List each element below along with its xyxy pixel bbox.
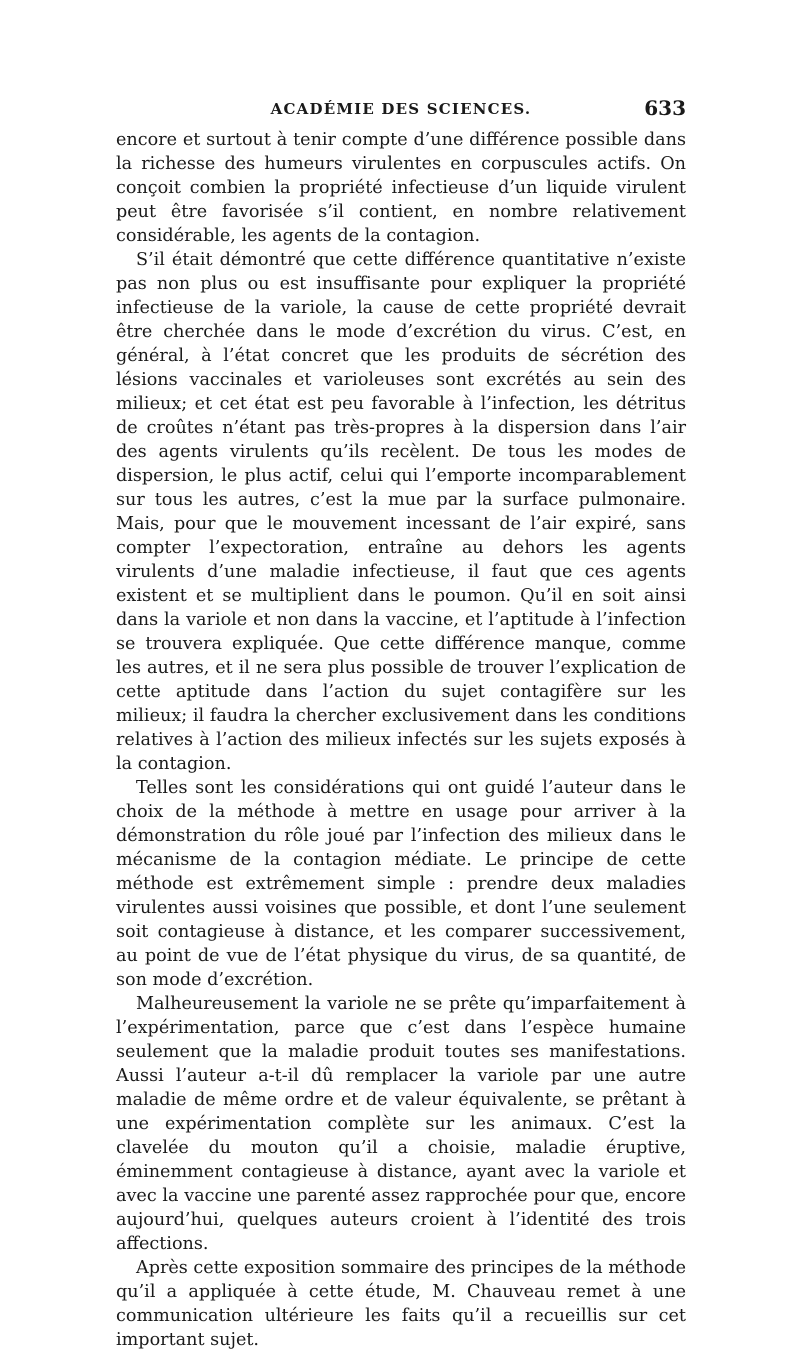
paragraph-3: Telles sont les considérations qui ont guidé l’auteur dans le choix de la méthode à mettre en usage pour arriver à la démonstration du rôle joué par l’infection des milieux dans le mécanisme de la contagion médiate. Le principe de cette méthode est extrêmement simple : prendre deux maladies virulentes aussi voisines que possible, et dont l’une seulement soit contagieuse à distance, et les comparer successivement, au point de vue de l’état physique du virus, de sa quantité, de son mode d’excrétion. — [116, 778, 686, 990]
paragraph-1: encore et surtout à tenir compte d’une différence possible dans la richesse des humeurs virulentes en corpuscules actifs. On conçoit combien la propriété infectieuse d’un liquide virulent peut être favorisée s’il contient, en nombre relativement considérable, les agents de la contagion. — [116, 130, 686, 246]
paragraph-2: S’il était démontré que cette différence quantitative n’existe pas non plus ou est insuffisante pour expliquer la propriété infectieuse de la variole, la cause de cette propriété devrait être cherchée dans le mode d’excrétion du virus. C’est, en général, à l’état concret que les produits de sécrétion des lésions vaccinales et varioleuses sont excrétés au sein des milieux; et cet état est peu favorable à l’infection, les détritus de croûtes n’étant pas très-propres à la dispersion dans l’air des agents virulents qu’ils recèlent. De tous les modes de dispersion, le plus actif, celui qui l’emporte incomparablement sur tous les autres, c’est la mue par la surface pulmonaire. Mais, pour que le mouvement incessant de l’air expiré, sans compter l’expectoration, entraîne au dehors les agents virulents d’une maladie infectieuse, il faut que ces agents existent et se multiplient dans le poumon. Qu’il en soit ainsi dans la variole et non dans la vaccine, et l’aptitude à l’infection se trouvera expliquée. Que cette différence manque, comme les autres, et il ne sera plus possible de trouver l’explication de cette aptitude dans l’action du sujet contagifère sur les milieux; il faudra la chercher exclusivement dans les conditions relatives à l’action des milieux infectés sur les sujets exposés à la contagion. — [116, 250, 686, 774]
page-number: 633 — [644, 96, 686, 120]
running-head — [116, 96, 686, 120]
running-title: ACADÉMIE DES SCIENCES. — [270, 100, 532, 118]
paragraph-4: Malheureusement la variole ne se prête qu’imparfaitement à l’expérimentation, parce que c’est dans l’espèce humaine seulement que la maladie produit toutes ses manifestations. Aussi l’auteur a-t-il dû remplacer la variole par une autre maladie de même ordre et de valeur équivalente, se prêtant à une expérimentation complète sur les animaux. C’est la clavelée du mouton qu’il a choisie, maladie éruptive, éminemment contagieuse à distance, ayant avec la variole et avec la vaccine une parenté assez rapprochée pour que, encore aujourd’hui, quelques auteurs croient à l’identité des trois affections. — [116, 994, 686, 1254]
body-text — [116, 128, 686, 1352]
paragraph-5: Après cette exposition sommaire des principes de la méthode qu’il a appliquée à cette étude, M. Chauveau remet à une communication ultérieure les faits qu’il a recueillis sur cet important sujet. — [116, 1258, 686, 1350]
document-page — [116, 96, 686, 1352]
